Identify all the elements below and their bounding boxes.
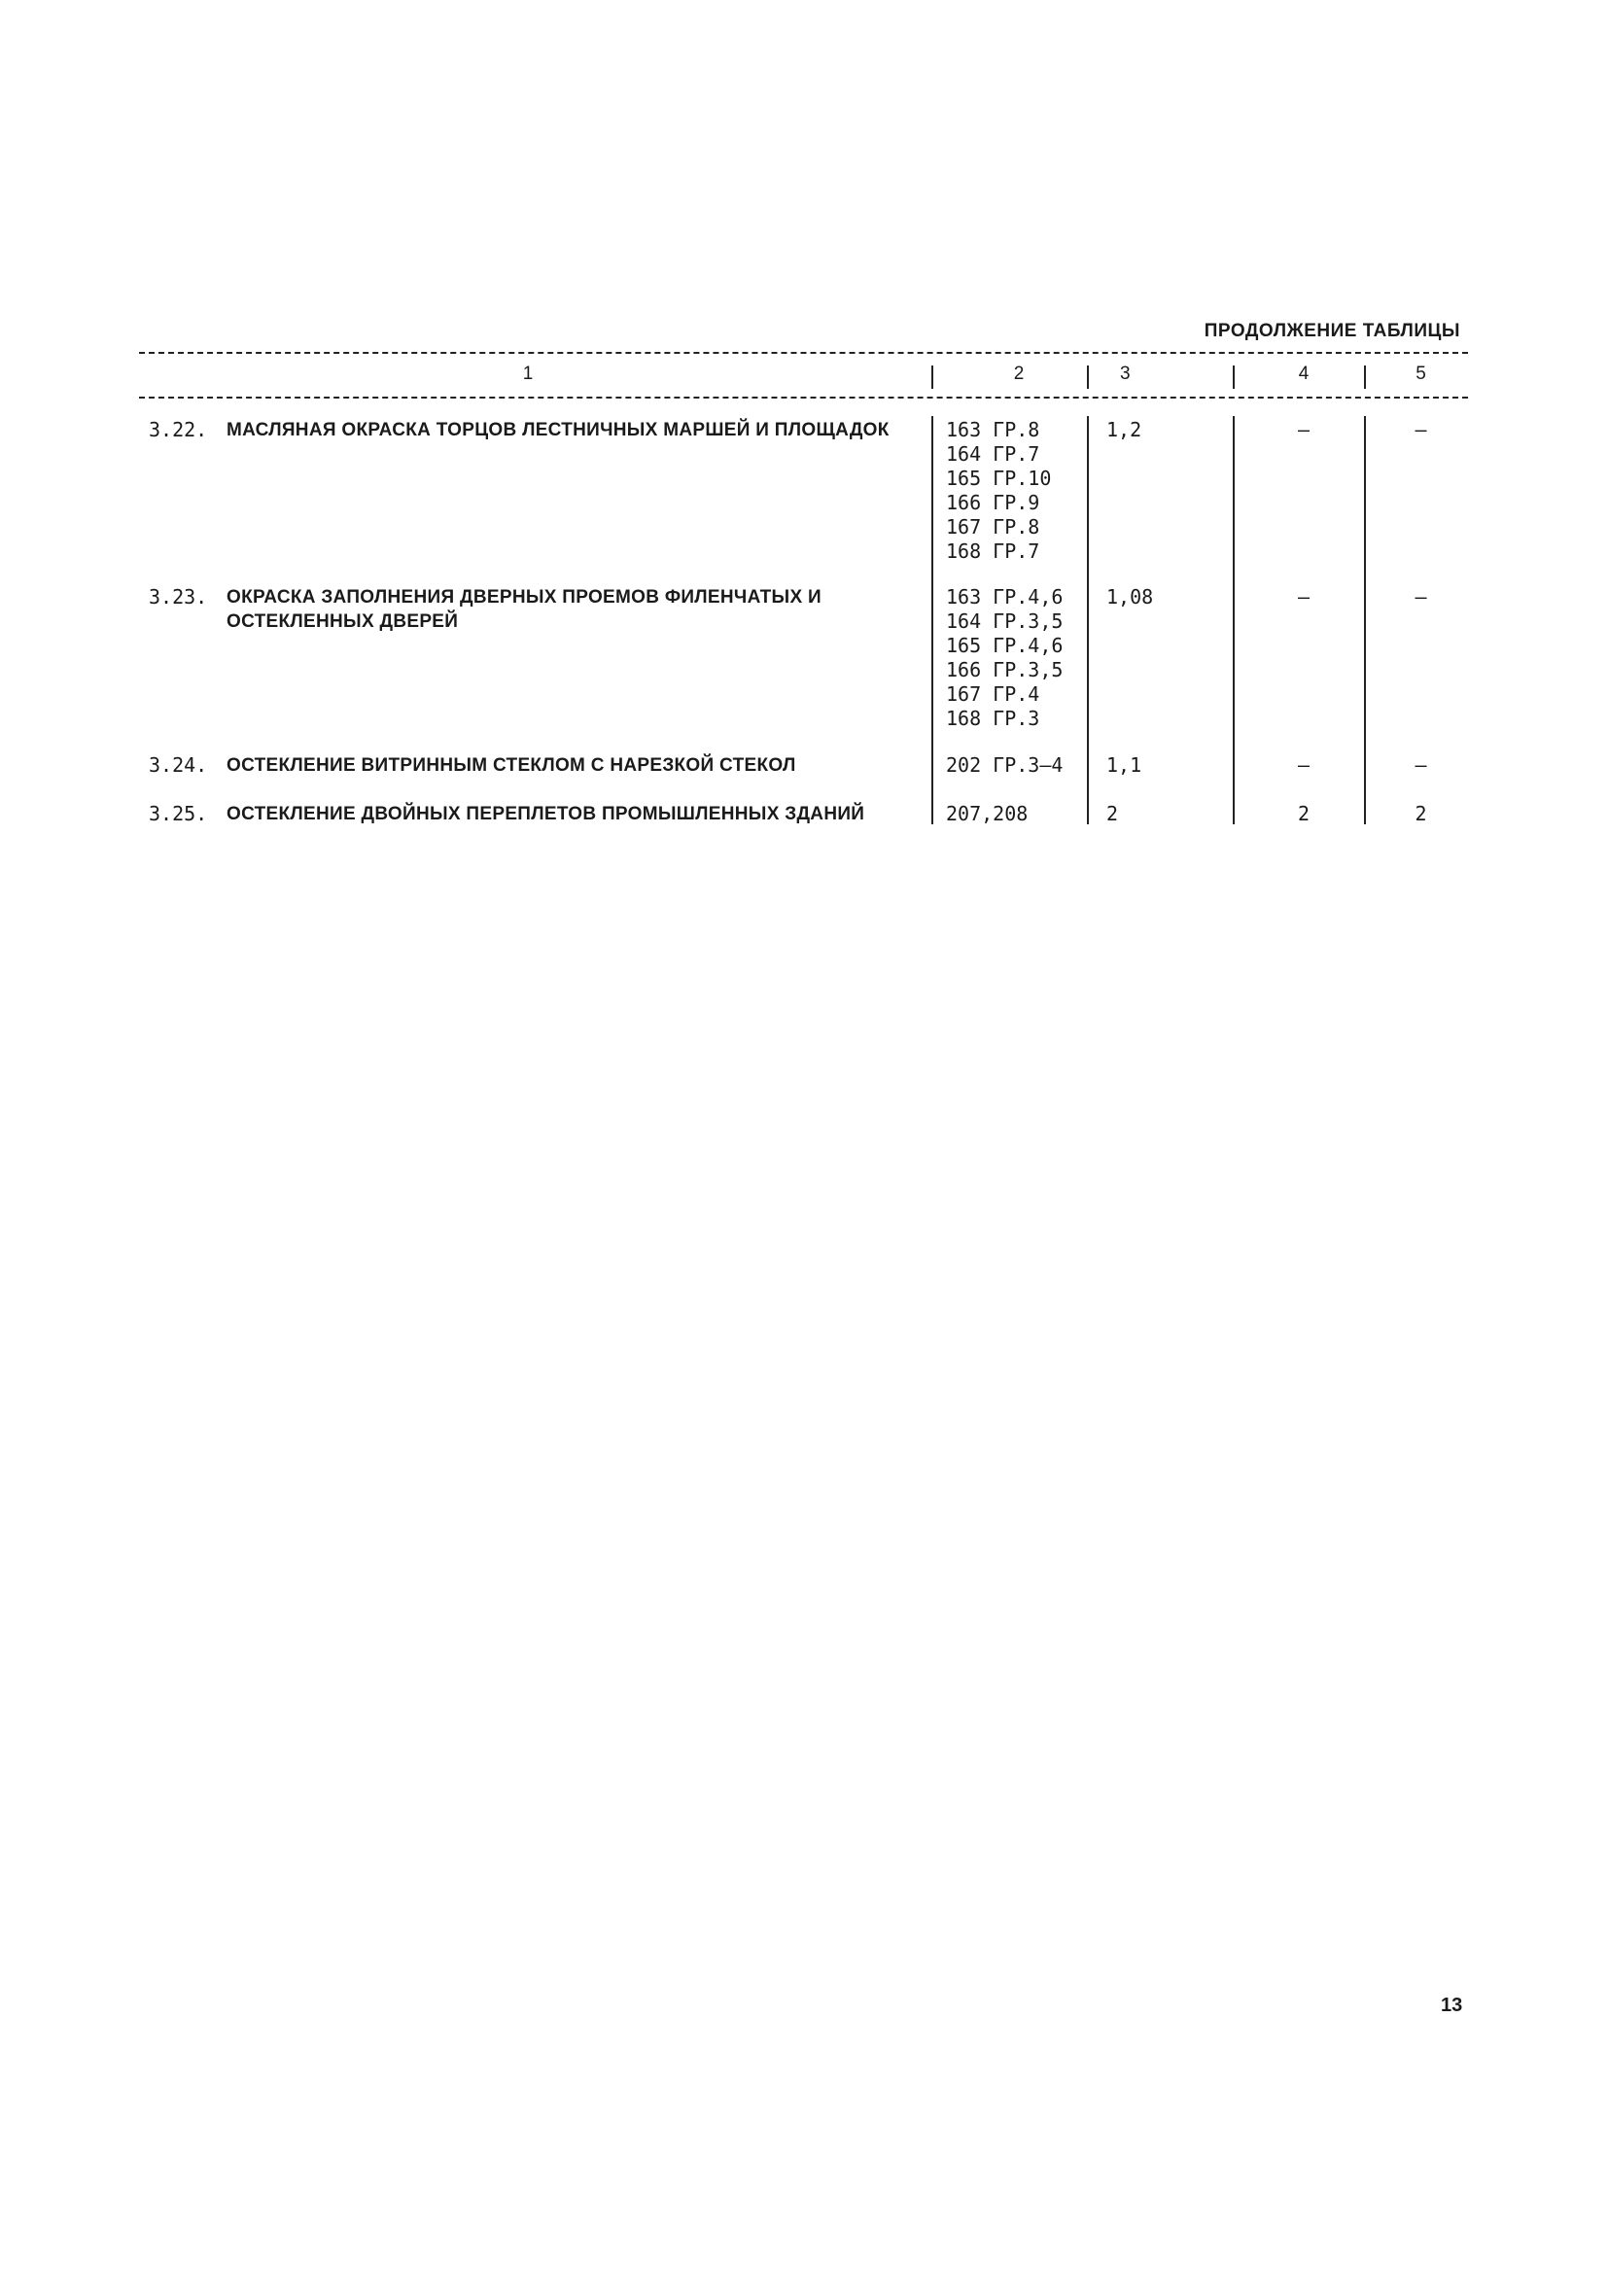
row-col3: 1,08 [1106, 585, 1154, 609]
table-top-rule [139, 352, 1468, 354]
row-col3: 1,1 [1106, 753, 1142, 777]
reference-item: 167 ГР.4 [946, 682, 1040, 706]
row-text: ОСТЕКЛЕНИЕ ДВОЙНЫХ ПЕРЕПЛЕТОВ ПРОМЫШЛЕННЫХ ЗДАНИЙ [227, 804, 865, 824]
row-col5: – [1415, 418, 1427, 441]
row-col5: 2 [1415, 802, 1427, 825]
reference-item: 168 ГР.7 [946, 539, 1040, 563]
reference-item: 166 ГР.3,5 [946, 658, 1064, 681]
reference-item: 164 ГР.7 [946, 442, 1040, 466]
reference-item: 163 ГР.8 [946, 418, 1040, 441]
column-separator-2 [931, 416, 933, 824]
header-separator [931, 365, 933, 389]
reference-item: 166 ГР.9 [946, 491, 1040, 514]
row-col3: 1,2 [1106, 418, 1142, 441]
column-header-1: 1 [522, 364, 534, 384]
row-description [149, 802, 926, 826]
column-header-3: 3 [1120, 364, 1131, 384]
reference-item: 165 ГР.4,6 [946, 634, 1064, 657]
row-number: 3.24. [149, 753, 208, 777]
reference-item: 167 ГР.8 [946, 515, 1040, 539]
row-description [149, 418, 926, 442]
row-col4: – [1297, 753, 1311, 777]
column-header-5: 5 [1416, 364, 1426, 384]
row-text: ОКРАСКА ЗАПОЛНЕНИЯ ДВЕРНЫХ ПРОЕМОВ ФИЛЕНЧАТЫХ И ОСТЕКЛЕННЫХ ДВЕРЕЙ [227, 587, 821, 632]
reference-item: 207,208 [946, 802, 1029, 825]
row-col4: – [1297, 418, 1311, 441]
row-text: МАСЛЯНАЯ ОКРАСКА ТОРЦОВ ЛЕСТНИЧНЫХ МАРШЕЙ И ПЛОЩАДОК [227, 420, 890, 440]
column-header-4: 4 [1298, 364, 1310, 384]
row-col5: – [1415, 753, 1427, 777]
row-number: 3.25. [149, 802, 208, 825]
column-header-2: 2 [1013, 364, 1025, 384]
row-number: 3.22. [149, 418, 208, 441]
row-text: ОСТЕКЛЕНИЕ ВИТРИННЫМ СТЕКЛОМ С НАРЕЗКОЙ СТЕКОЛ [227, 755, 796, 776]
table-header-row [139, 362, 1468, 391]
table-continuation-caption: ПРОДОЛЖЕНИЕ ТАБЛИЦЫ [1204, 321, 1460, 341]
table-header-rule [139, 397, 1468, 399]
row-col5: – [1415, 585, 1427, 609]
reference-item: 165 ГР.10 [946, 467, 1052, 490]
row-number: 3.23. [149, 585, 208, 609]
row-col4: 2 [1297, 802, 1311, 825]
row-description [149, 585, 926, 634]
row-col4: – [1297, 585, 1311, 609]
column-separator-4 [1233, 416, 1235, 824]
reference-item: 164 ГР.3,5 [946, 609, 1064, 633]
reference-item: 163 ГР.4,6 [946, 585, 1064, 609]
page-number: 13 [1441, 1995, 1463, 2016]
header-separator [1087, 365, 1089, 389]
row-description [149, 753, 926, 778]
reference-item: 168 ГР.3 [946, 707, 1040, 730]
header-separator [1233, 365, 1235, 389]
reference-item: 202 ГР.3–4 [946, 753, 1064, 777]
header-separator [1364, 365, 1366, 389]
row-col3: 2 [1106, 802, 1119, 825]
row-references [946, 418, 1101, 564]
row-references [946, 753, 1101, 778]
column-separator-5 [1364, 416, 1366, 824]
row-references [946, 585, 1101, 731]
row-references [946, 802, 1101, 826]
